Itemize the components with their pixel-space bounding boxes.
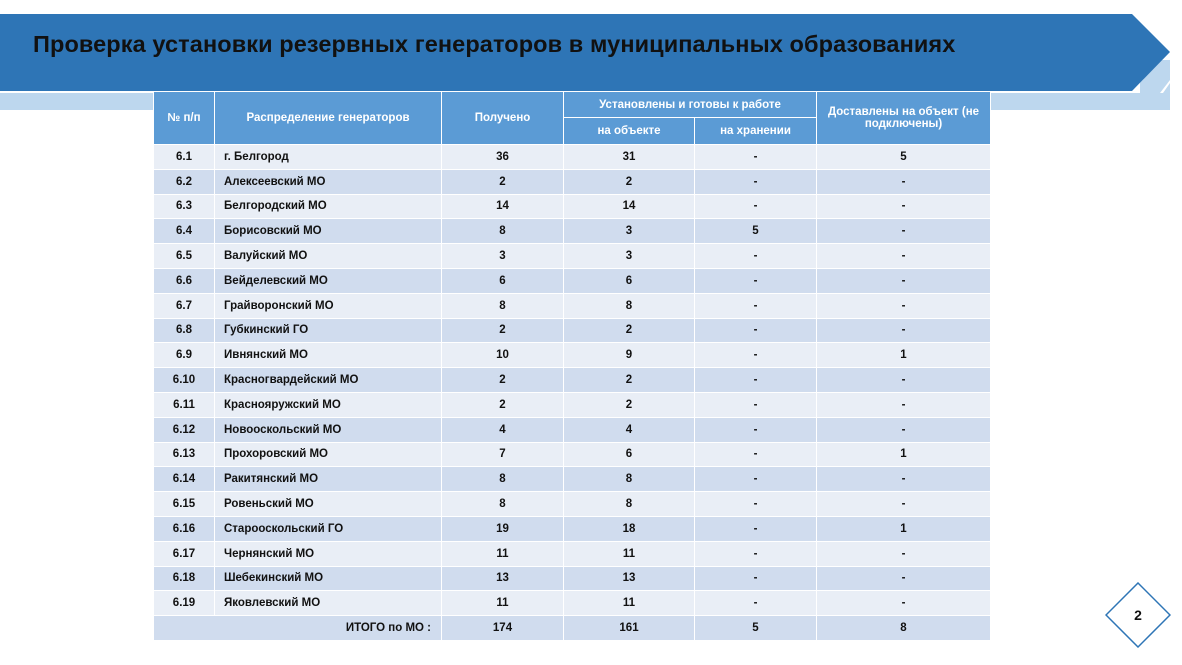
cell-received: 14 <box>442 194 564 219</box>
cell-num: 6.3 <box>154 194 215 219</box>
header-on-site: на объекте <box>564 118 695 145</box>
cell-storage: - <box>695 145 817 170</box>
cell-delivered: 5 <box>817 145 991 170</box>
cell-on-site: 6 <box>564 268 695 293</box>
cell-delivered: - <box>817 194 991 219</box>
cell-name: Чернянский МО <box>215 541 442 566</box>
cell-delivered: - <box>817 368 991 393</box>
cell-name: Вейделевский МО <box>215 268 442 293</box>
total-received: 174 <box>442 616 564 641</box>
cell-received: 2 <box>442 392 564 417</box>
cell-on-site: 14 <box>564 194 695 219</box>
cell-num: 6.11 <box>154 392 215 417</box>
table-row <box>154 492 991 517</box>
table-row <box>154 268 991 293</box>
cell-received: 8 <box>442 492 564 517</box>
header-received: Получено <box>442 92 564 145</box>
table-row <box>154 219 991 244</box>
cell-delivered: - <box>817 318 991 343</box>
cell-num: 6.15 <box>154 492 215 517</box>
cell-delivered: - <box>817 467 991 492</box>
cell-name: Ракитянский МО <box>215 467 442 492</box>
cell-delivered: 1 <box>817 516 991 541</box>
cell-num: 6.7 <box>154 293 215 318</box>
cell-on-site: 6 <box>564 442 695 467</box>
table-row <box>154 516 991 541</box>
cell-storage: - <box>695 268 817 293</box>
cell-num: 6.2 <box>154 169 215 194</box>
cell-delivered: 1 <box>817 442 991 467</box>
cell-num: 6.14 <box>154 467 215 492</box>
cell-num: 6.17 <box>154 541 215 566</box>
cell-num: 6.13 <box>154 442 215 467</box>
cell-received: 8 <box>442 293 564 318</box>
cell-received: 4 <box>442 417 564 442</box>
header-installed-group: Установлены и готовы к работе <box>564 92 817 118</box>
page-number: 2 <box>1134 607 1142 623</box>
cell-received: 2 <box>442 368 564 393</box>
cell-name: Борисовский МО <box>215 219 442 244</box>
total-label: ИТОГО по МО : <box>154 616 442 641</box>
cell-received: 10 <box>442 343 564 368</box>
cell-storage: - <box>695 194 817 219</box>
cell-name: Грайворонский МО <box>215 293 442 318</box>
cell-storage: - <box>695 541 817 566</box>
cell-num: 6.18 <box>154 566 215 591</box>
total-on-site: 161 <box>564 616 695 641</box>
cell-on-site: 2 <box>564 318 695 343</box>
table-row <box>154 293 991 318</box>
cell-received: 19 <box>442 516 564 541</box>
cell-storage: - <box>695 343 817 368</box>
cell-delivered: - <box>817 169 991 194</box>
cell-received: 2 <box>442 169 564 194</box>
cell-storage: 5 <box>695 219 817 244</box>
cell-num: 6.19 <box>154 591 215 616</box>
table-row <box>154 244 991 269</box>
cell-on-site: 8 <box>564 293 695 318</box>
page-number-badge <box>1105 582 1171 648</box>
cell-storage: - <box>695 417 817 442</box>
table-row <box>154 169 991 194</box>
cell-on-site: 31 <box>564 145 695 170</box>
cell-delivered: 1 <box>817 343 991 368</box>
cell-on-site: 4 <box>564 417 695 442</box>
cell-name: Прохоровский МО <box>215 442 442 467</box>
cell-num: 6.6 <box>154 268 215 293</box>
table-row <box>154 368 991 393</box>
cell-storage: - <box>695 591 817 616</box>
cell-num: 6.16 <box>154 516 215 541</box>
cell-delivered: - <box>817 219 991 244</box>
cell-num: 6.10 <box>154 368 215 393</box>
table-row <box>154 194 991 219</box>
cell-on-site: 3 <box>564 219 695 244</box>
cell-received: 8 <box>442 219 564 244</box>
cell-storage: - <box>695 566 817 591</box>
cell-name: Шебекинский МО <box>215 566 442 591</box>
cell-name: Белгородский МО <box>215 194 442 219</box>
table-row <box>154 145 991 170</box>
total-delivered: 8 <box>817 616 991 641</box>
cell-name: Ровеньский МО <box>215 492 442 517</box>
cell-name: г. Белгород <box>215 145 442 170</box>
table-row <box>154 343 991 368</box>
cell-name: Новооскольский МО <box>215 417 442 442</box>
table-row <box>154 442 991 467</box>
cell-on-site: 8 <box>564 467 695 492</box>
cell-storage: - <box>695 392 817 417</box>
cell-received: 11 <box>442 541 564 566</box>
cell-on-site: 11 <box>564 591 695 616</box>
cell-on-site: 2 <box>564 368 695 393</box>
cell-num: 6.12 <box>154 417 215 442</box>
cell-storage: - <box>695 516 817 541</box>
cell-name: Красногвардейский МО <box>215 368 442 393</box>
cell-storage: - <box>695 169 817 194</box>
cell-name: Яковлевский МО <box>215 591 442 616</box>
cell-name: Алексеевский МО <box>215 169 442 194</box>
table-row <box>154 392 991 417</box>
cell-delivered: - <box>817 541 991 566</box>
cell-on-site: 2 <box>564 169 695 194</box>
cell-storage: - <box>695 368 817 393</box>
table-row <box>154 591 991 616</box>
cell-received: 2 <box>442 318 564 343</box>
total-row <box>154 616 991 641</box>
cell-delivered: - <box>817 244 991 269</box>
table-row <box>154 566 991 591</box>
cell-num: 6.9 <box>154 343 215 368</box>
cell-storage: - <box>695 318 817 343</box>
cell-on-site: 11 <box>564 541 695 566</box>
cell-on-site: 18 <box>564 516 695 541</box>
cell-received: 6 <box>442 268 564 293</box>
cell-delivered: - <box>817 293 991 318</box>
cell-received: 7 <box>442 442 564 467</box>
cell-storage: - <box>695 244 817 269</box>
header-delivered: Доставлены на объект (не подключены) <box>817 92 991 145</box>
header-in-storage: на хранении <box>695 118 817 145</box>
cell-storage: - <box>695 467 817 492</box>
cell-num: 6.8 <box>154 318 215 343</box>
cell-on-site: 3 <box>564 244 695 269</box>
cell-on-site: 9 <box>564 343 695 368</box>
cell-received: 13 <box>442 566 564 591</box>
cell-on-site: 8 <box>564 492 695 517</box>
cell-storage: - <box>695 492 817 517</box>
header-num: № п/п <box>154 92 215 145</box>
cell-received: 11 <box>442 591 564 616</box>
table-row <box>154 318 991 343</box>
cell-name: Губкинский ГО <box>215 318 442 343</box>
cell-name: Старооскольский ГО <box>215 516 442 541</box>
total-storage: 5 <box>695 616 817 641</box>
cell-delivered: - <box>817 392 991 417</box>
cell-received: 8 <box>442 467 564 492</box>
cell-num: 6.4 <box>154 219 215 244</box>
header-distribution: Распределение генераторов <box>215 92 442 145</box>
cell-storage: - <box>695 293 817 318</box>
cell-received: 3 <box>442 244 564 269</box>
cell-name: Краснояружский МО <box>215 392 442 417</box>
table-row <box>154 417 991 442</box>
generators-table <box>153 91 991 641</box>
cell-storage: - <box>695 442 817 467</box>
cell-on-site: 13 <box>564 566 695 591</box>
cell-num: 6.5 <box>154 244 215 269</box>
cell-received: 36 <box>442 145 564 170</box>
table-row <box>154 467 991 492</box>
cell-delivered: - <box>817 566 991 591</box>
cell-delivered: - <box>817 591 991 616</box>
cell-on-site: 2 <box>564 392 695 417</box>
page-title: Проверка установки резервных генераторов в муниципальных образованиях <box>33 31 956 57</box>
cell-delivered: - <box>817 417 991 442</box>
table-row <box>154 541 991 566</box>
cell-delivered: - <box>817 268 991 293</box>
cell-name: Валуйский МО <box>215 244 442 269</box>
cell-delivered: - <box>817 492 991 517</box>
cell-num: 6.1 <box>154 145 215 170</box>
cell-name: Ивнянский МО <box>215 343 442 368</box>
